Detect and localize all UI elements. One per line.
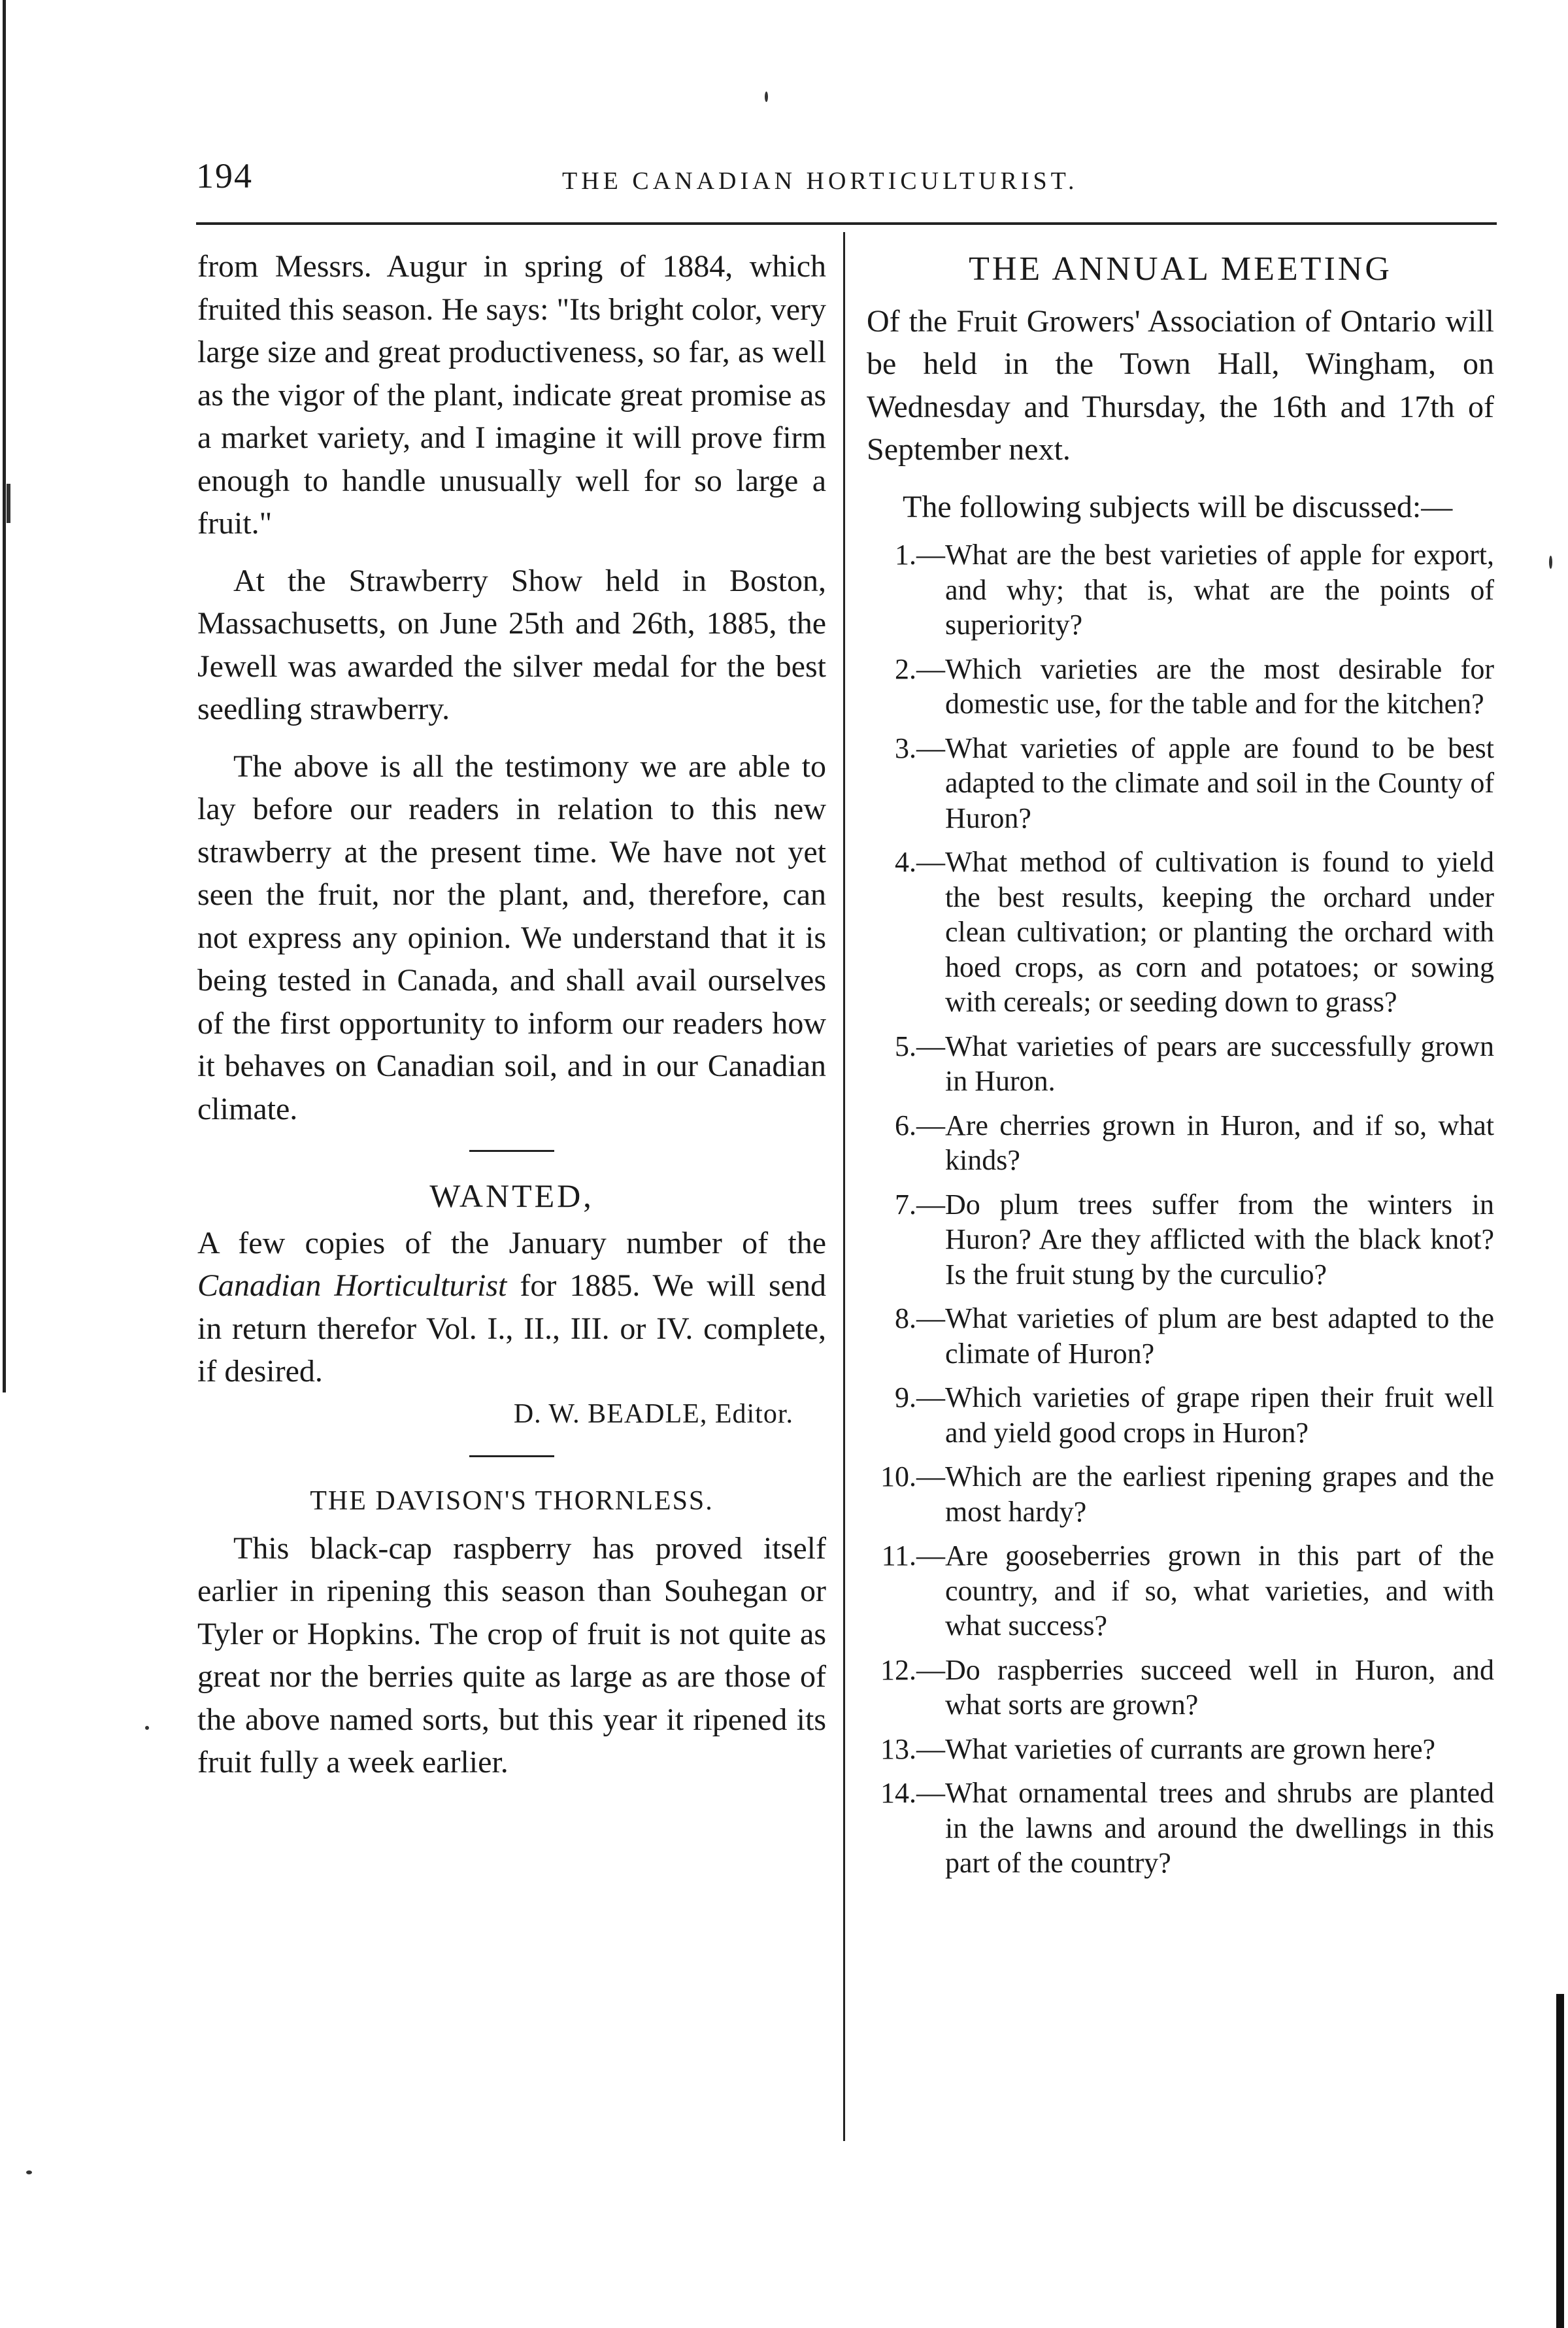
question-text: What varieties of currants are grown here? [945, 1732, 1436, 1765]
question-item [867, 1776, 1494, 1881]
scan-edge-left [3, 0, 6, 1392]
left-column [197, 245, 826, 1784]
subjects-intro: The following subjects will be discussed:— [903, 489, 1453, 524]
meeting-intro: Of the Fruit Growers' Association of Ontario will be held in the Town Hall, Wingham, on Wednesday and Thursday, the 16th and 17th of September next. [867, 303, 1494, 467]
questions-list [867, 537, 1494, 1881]
question-item [867, 1187, 1494, 1292]
question-item [867, 1380, 1494, 1450]
scan-speck [26, 2170, 32, 2174]
question-text: Are gooseberries grown in this part of the country, and if so, what varieties, and with what success? [945, 1540, 1494, 1642]
column-separator [843, 232, 845, 2141]
question-text: Do raspberries succeed well in Huron, and what sorts are grown? [945, 1653, 1494, 1721]
scan-speck [1549, 556, 1552, 569]
question-item [867, 1029, 1494, 1099]
strawberry-paragraph-1: from Messrs. Augur in spring of 1884, which fruited this season. He says: "Its bright color, very large size and great productiveness, so far, as well as the vigor of the plant, indicate great promise as a market variety, and I imagine it will prove firm enough to handle unusually well for so large a fruit." [197, 249, 826, 541]
question-text: Do plum trees suffer from the winters in Huron? Are they afflicted with the black knot? Is the fruit stung by the curculio? [945, 1188, 1494, 1291]
wanted-heading: WANTED, [429, 1177, 594, 1214]
question-number: 1.— [895, 539, 945, 571]
question-item [867, 1301, 1494, 1371]
question-text: What varieties of plum are best adapted to the climate of Huron? [945, 1302, 1494, 1370]
right-column [867, 245, 1494, 1890]
journal-title: Canadian Horticulturist [197, 1268, 507, 1303]
scan-speck [765, 92, 768, 102]
question-item [867, 1538, 1494, 1644]
question-item [867, 1459, 1494, 1529]
question-item [867, 652, 1494, 722]
wanted-paragraph [197, 1222, 826, 1393]
question-item [867, 537, 1494, 643]
question-number: 9.— [895, 1381, 945, 1413]
davison-paragraph: This black-cap raspberry has proved itself earlier in ripening this season than Souhegan or Tyler or Hopkins. The crop of fruit is not quite as great nor the berries quite as large as are those of the above named sorts, but this year it ripened its fruit fully a week earlier. [197, 1530, 826, 1780]
scan-edge-right [1556, 1994, 1564, 2328]
section-divider [469, 1150, 554, 1152]
section-divider [469, 1455, 554, 1457]
question-number: 4.— [895, 846, 945, 878]
question-number: 7.— [895, 1188, 945, 1221]
question-text: What varieties of pears are successfully grown in Huron. [945, 1030, 1494, 1097]
page-number: 194 [196, 156, 253, 195]
question-item [867, 1653, 1494, 1723]
strawberry-paragraph-3: The above is all the testimony we are able to lay before our readers in relation to this new strawberry at the present time. We have not yet seen the fruit, nor the plant, and, therefore, can not express any opinion. We understand that it is being tested in Canada, and shall avail ourselves of the first opportunity to inform our readers how it behaves on Canadian soil, and in our Canadian climate. [197, 749, 826, 1126]
question-text: Which varieties are the most desirable for domestic use, for the table and for the kitchen? [945, 652, 1494, 720]
question-text: Which are the earliest ripening grapes and the most hardy? [945, 1460, 1494, 1528]
question-text: What method of cultivation is found to yield the best results, keeping the orchard under clean cultivation; or planting the orchard with hoed crops, as corn and potatoes; or sowing with cereals; or seeding down to grass? [945, 846, 1494, 1018]
running-title: THE CANADIAN HORTICULTURIST. [562, 167, 1078, 195]
question-text: What varieties of apple are found to be best adapted to the climate and soil in the County of Huron? [945, 732, 1494, 834]
question-text: Which varieties of grape ripen their fruit well and yield good crops in Huron? [945, 1381, 1494, 1449]
question-number: 10.— [880, 1460, 945, 1493]
question-number: 2.— [895, 652, 945, 685]
question-number: 11.— [881, 1540, 945, 1572]
wanted-text-b: for 1885. We will send in return therefor Vol. I., II., III. or IV. complete, if desired. [197, 1268, 826, 1389]
question-number: 13.— [880, 1732, 945, 1765]
question-item [867, 845, 1494, 1020]
question-number: 6.— [895, 1109, 945, 1141]
question-number: 12.— [880, 1653, 945, 1686]
question-number: 5.— [895, 1030, 945, 1062]
question-item [867, 1108, 1494, 1178]
scan-speck [145, 1726, 149, 1730]
question-text: What are the best varieties of apple for export, and why; that is, what are the points of superiority? [945, 539, 1494, 641]
question-item [867, 1732, 1494, 1767]
scan-mark-left [7, 484, 10, 523]
question-text: Are cherries grown in Huron, and if so, what kinds? [945, 1109, 1494, 1176]
annual-meeting-heading: THE ANNUAL MEETING [969, 250, 1392, 288]
question-item [867, 731, 1494, 836]
question-number: 8.— [895, 1302, 945, 1334]
question-text: What ornamental trees and shrubs are planted in the lawns and around the dwellings in this part of the country? [945, 1777, 1494, 1879]
editor-signature: D. W. BEADLE, Editor. [513, 1398, 793, 1429]
question-number: 3.— [895, 732, 945, 764]
header-rule [196, 222, 1497, 225]
strawberry-paragraph-2: At the Strawberry Show held in Boston, Massachusetts, on June 25th and 26th, 1885, the Jewell was awarded the silver medal for the best seedling strawberry. [197, 563, 826, 726]
davison-heading: THE DAVISON'S THORNLESS. [310, 1486, 714, 1516]
question-number: 14.— [880, 1777, 945, 1809]
wanted-text-a: A few copies of the January number of the [197, 1225, 826, 1260]
